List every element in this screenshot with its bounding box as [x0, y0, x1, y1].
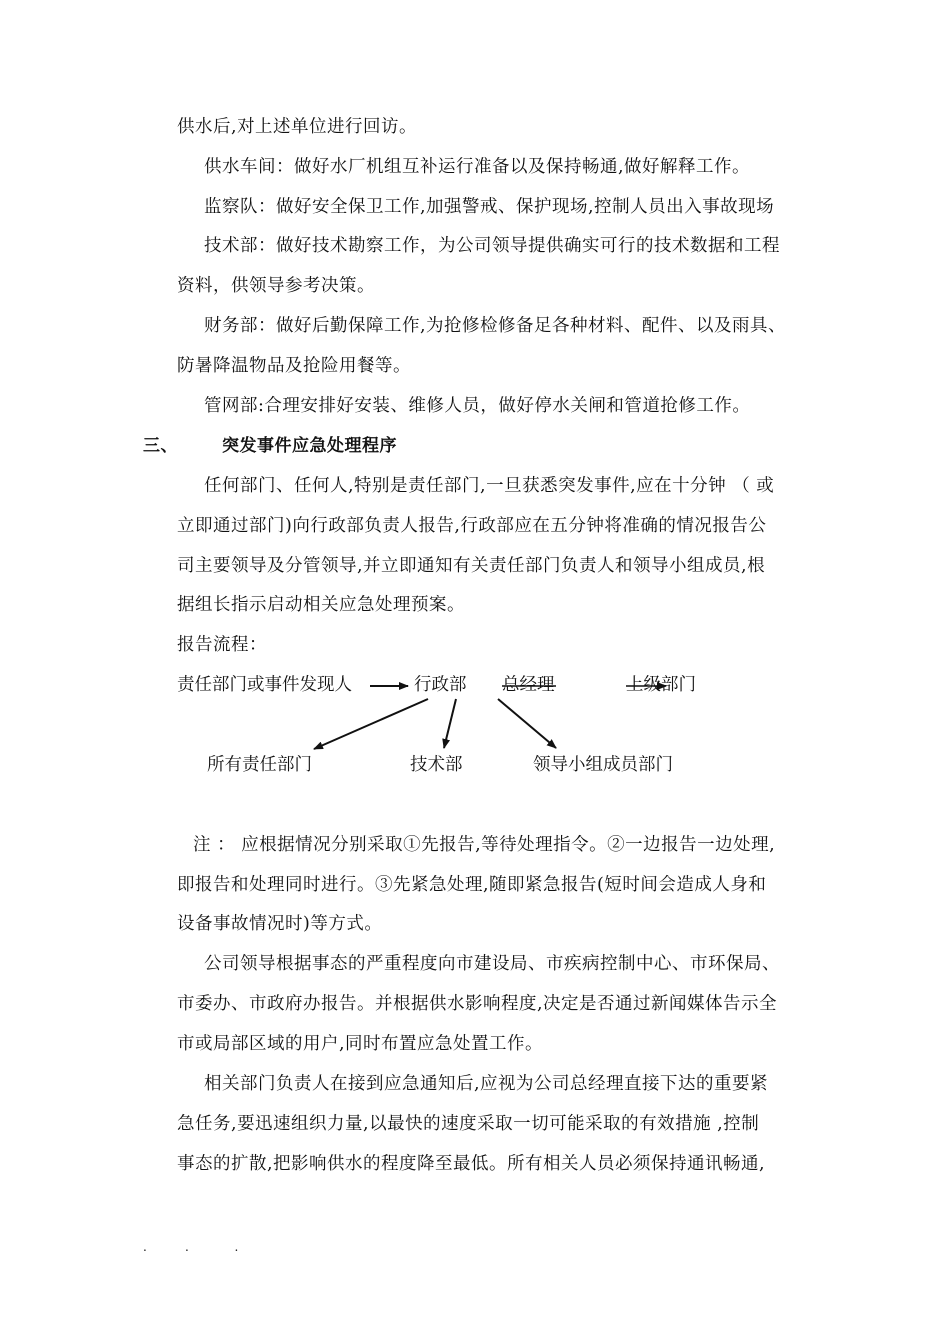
paragraph-line: 市或局部区域的用户,同时布置应急处置工作。	[177, 1034, 544, 1054]
paragraph-line: 公司领导根据事态的严重程度向市建设局、市疾病控制中心、市环保局、	[204, 954, 780, 974]
arrow-admin-to-tech	[444, 699, 456, 748]
paragraph-line: 相关部门负责人在接到应急通知后,应视为公司总经理直接下达的重要紧	[204, 1074, 769, 1094]
arrow-admin-to-responsible	[314, 699, 428, 749]
arrow-admin-to-leaders	[498, 699, 556, 748]
paragraph-line: 立即通过部门)向行政部负责人报告,行政部应在五分钟将准确的情况报告公	[177, 516, 767, 536]
paragraph-line: 市委办、市政府办报告。并根据供水影响程度,决定是否通过新闻媒体告示全	[177, 994, 778, 1014]
footer-dots: . . .	[143, 1240, 239, 1254]
flow-node-superior: 上级部门	[626, 675, 696, 695]
flow-node-admin: 行政部	[414, 675, 467, 695]
paragraph-line: 即报告和处理同时进行。③先紧急处理,随即紧急报告(短时间会造成人身和	[177, 875, 767, 895]
paragraph-line: 技术部：做好技术勘察工作，为公司领导提供确实可行的技术数据和工程	[204, 236, 780, 256]
paragraph-line: 供水车间：做好水厂机组互补运行准备以及保持畅通,做好解释工作。	[204, 157, 751, 177]
paragraph-line: 注 ： 应根据情况分别采取①先报告,等待处理指令。②一边报告一边处理,	[193, 835, 776, 855]
paragraph-line: 事态的扩散,把影响供水的程度降至最低。所有相关人员必须保持通讯畅通,	[177, 1154, 766, 1174]
flow-label: 报告流程：	[177, 635, 267, 655]
paragraph-line: 资料，供领导参考决策。	[177, 276, 375, 296]
paragraph-line: 设备事故情况时)等方式。	[177, 914, 383, 934]
paragraph-line: 急任务,要迅速组织力量,以最快的速度采取一切可能采取的有效措施 ,控制	[177, 1114, 760, 1134]
paragraph-line: 据组长指示启动相关应急处理预案。	[177, 595, 465, 615]
flow-node-gm: 总经理	[502, 675, 555, 695]
section-number: 三、	[143, 436, 178, 456]
paragraph-line: 防暑降温物品及抢险用餐等。	[177, 356, 411, 376]
flow-node-responsible: 所有责任部门	[207, 755, 312, 775]
paragraph-line: 监察队：做好安全保卫工作,加强警戒、保护现场,控制人员出入事故现场	[204, 197, 775, 217]
paragraph-line: 司主要领导及分管领导,并立即通知有关责任部门负责人和领导小组成员,根	[177, 556, 766, 576]
flow-node-tech: 技术部	[410, 755, 463, 775]
paragraph-line: 财务部：做好后勤保障工作,为抢修检修备足各种材料、配件、以及雨具、	[204, 316, 787, 336]
flow-node-start: 责任部门或事件发现人	[177, 675, 352, 695]
section-title: 突发事件应急处理程序	[222, 436, 397, 456]
paragraph-line: 供水后,对上述单位进行回访。	[177, 117, 418, 137]
paragraph-line: 任何部门、任何人,特别是责任部门,一旦获悉突发事件,应在十分钟 （ 或	[204, 476, 775, 496]
paragraph-line: 管网部:合理安排好安装、维修人员，做好停水关闸和管道抢修工作。	[204, 396, 751, 416]
flow-node-leaders: 领导小组成员部门	[533, 755, 673, 775]
